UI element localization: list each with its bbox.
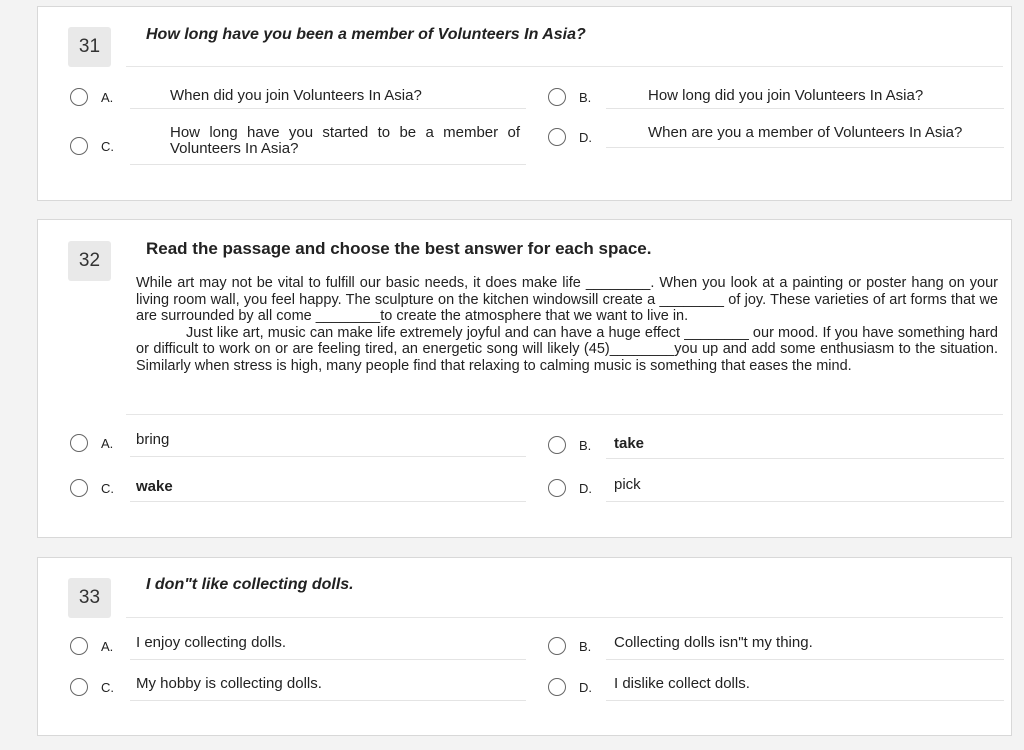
option-underline <box>130 164 526 165</box>
option-letter: D. <box>579 481 592 496</box>
question-prompt: I don"t like collecting dolls. <box>146 576 354 593</box>
question-card-32 <box>37 219 1012 538</box>
radio-option-b[interactable] <box>548 88 566 106</box>
option-text: pick <box>614 476 641 493</box>
option-letter: C. <box>101 481 114 496</box>
option-underline <box>606 700 1004 701</box>
option-letter: D. <box>579 680 592 695</box>
option-letter: C. <box>101 680 114 695</box>
option-letter: A. <box>101 639 114 654</box>
option-letter: B. <box>579 438 592 453</box>
passage-paragraph-1: While art may not be vital to fulfill our basic needs, it does make life ________. When you look at a painting or poster hang on your living room wall, you feel happy. The sculpture on the kitchen windowsill create a ________ of joy. These varieties of art forms that we are surrounded by all come ________to create the atmosphere that we want to live in. <box>136 275 998 324</box>
option-a[interactable] <box>68 634 528 660</box>
reading-passage <box>136 275 998 374</box>
option-c[interactable] <box>68 675 528 701</box>
question-number: 33 <box>68 578 111 618</box>
option-text: My hobby is collecting dolls. <box>136 675 322 692</box>
option-b[interactable] <box>546 433 1006 459</box>
radio-option-c[interactable] <box>70 678 88 696</box>
option-text: wake <box>136 478 173 495</box>
radio-option-b[interactable] <box>548 637 566 655</box>
question-prompt: How long have you been a member of Volunteers In Asia? <box>146 26 586 43</box>
option-text: How long did you join Volunteers In Asia? <box>648 87 924 104</box>
divider <box>126 414 1003 415</box>
radio-option-d[interactable] <box>548 128 566 146</box>
option-underline <box>606 659 1004 660</box>
option-underline <box>606 108 1004 109</box>
option-c[interactable] <box>68 124 528 166</box>
radio-option-c[interactable] <box>70 137 88 155</box>
divider <box>126 617 1003 618</box>
option-a[interactable] <box>68 431 528 457</box>
option-underline <box>606 458 1004 459</box>
question-card-31 <box>37 6 1012 201</box>
question-card-33 <box>37 557 1012 736</box>
option-underline <box>130 659 526 660</box>
passage-paragraph-2: Just like art, music can make life extremely joyful and can have a huge effect ________ our mood. If you have something hard or difficult to work on or are feeling tired, an energetic song will likely (45)________you up and add some enthusiasm to the situation. Similarly when stress is high, many people find that relaxing to calming music is something that eases the mind. <box>136 324 998 374</box>
option-text: bring <box>136 431 170 448</box>
option-underline <box>130 456 526 457</box>
question-prompt: Read the passage and choose the best answer for each space. <box>146 239 652 258</box>
option-d[interactable] <box>546 476 1006 502</box>
option-b[interactable] <box>546 86 1006 110</box>
option-underline <box>130 108 526 109</box>
radio-option-c[interactable] <box>70 479 88 497</box>
option-c[interactable] <box>68 476 528 502</box>
radio-option-a[interactable] <box>70 88 88 106</box>
option-d[interactable] <box>546 675 1006 701</box>
option-letter: A. <box>101 436 114 451</box>
option-a[interactable] <box>68 86 528 110</box>
radio-option-d[interactable] <box>548 479 566 497</box>
option-letter: D. <box>579 130 592 145</box>
option-text: Collecting dolls isn"t my thing. <box>614 634 813 651</box>
option-text: I enjoy collecting dolls. <box>136 634 287 651</box>
option-d[interactable] <box>546 124 1006 150</box>
option-underline <box>606 501 1004 502</box>
radio-option-b[interactable] <box>548 436 566 454</box>
option-text: take <box>614 435 645 452</box>
radio-option-a[interactable] <box>70 434 88 452</box>
option-text: When are you a member of Volunteers In Asia? <box>648 124 963 141</box>
option-letter: B. <box>579 90 592 105</box>
radio-option-a[interactable] <box>70 637 88 655</box>
option-letter: C. <box>101 139 114 154</box>
option-text: When did you join Volunteers In Asia? <box>170 87 422 104</box>
divider <box>126 66 1003 67</box>
option-text: How long have you started to be a member of Volunteers In Asia? <box>170 124 520 157</box>
option-letter: B. <box>579 639 592 654</box>
option-text: I dislike collect dolls. <box>614 675 750 692</box>
question-number: 31 <box>68 27 111 67</box>
option-underline <box>130 700 526 701</box>
option-underline <box>606 147 1004 148</box>
option-b[interactable] <box>546 634 1006 660</box>
option-underline <box>130 501 526 502</box>
radio-option-d[interactable] <box>548 678 566 696</box>
option-letter: A. <box>101 90 114 105</box>
question-number: 32 <box>68 241 111 281</box>
